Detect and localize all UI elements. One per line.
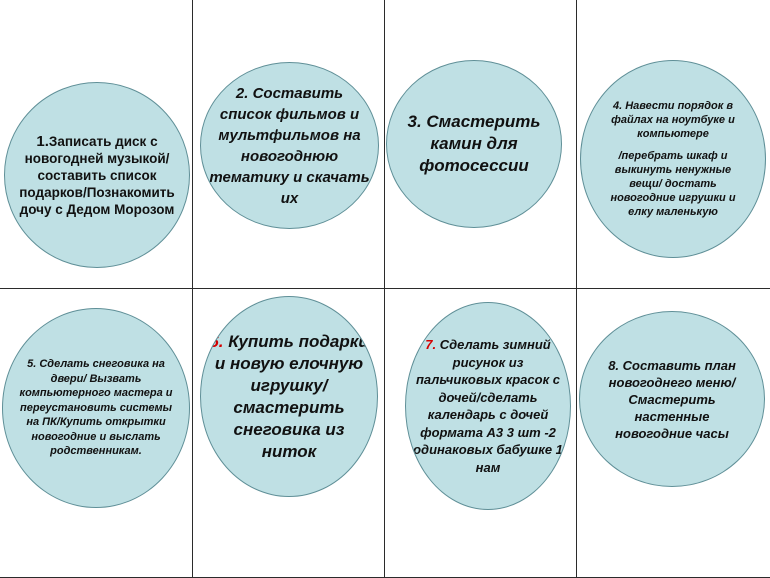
cell-2 [193,0,385,289]
task-circle-4 [580,60,766,258]
task-circle-6 [200,296,378,497]
task-body-8: Составить план новогоднего меню/ Смастерить настенные новогодние часы [608,357,736,441]
task-number-3: 3. [407,112,422,131]
task-number-6: 6. [209,331,224,351]
task-body-2: Составить список фильмов и мультфильмов на новогоднюю тематику и скачать их [209,84,370,207]
task-body-1: Записать диск с новогодней музыкой/составить список подарков/Познакомить дочу с Дедом Морозом [19,133,175,217]
task-text-6 [205,331,373,463]
task-text-8 [600,357,744,442]
task-circle-7 [405,302,571,510]
cell-4 [577,0,770,289]
task-text-7 [410,336,566,476]
task-number-1: 1. [36,132,49,150]
task-circle-5 [2,308,190,508]
task-body-4-extra: /перебрать шкаф и выкинуть ненужные вещи/ достать новогодние игрушки и елку маленькую [610,150,736,218]
cell-1 [0,0,193,289]
task-text-1 [15,133,179,218]
task-circle-3 [386,60,562,228]
cell-3 [385,0,577,289]
task-body-4: Навести порядок в файлах на ноутбуке и компьютере [611,100,735,140]
task-text-2 [209,83,370,209]
task-number-7: 7. [425,337,437,352]
cell-8 [577,289,770,578]
task-number-4: 4. [612,100,623,112]
task-body-5: . Сделать снеговика на двери/ Вызвать компьютерного мастера и переустановить системы на ПК/Купить открытки новогодние и выслать родственникам. [19,358,173,458]
task-number-2: 2. [235,84,249,102]
cell-6 [193,289,385,578]
task-number-5: 5 [27,358,34,371]
task-text-4 [609,99,737,219]
task-number-8: 8. [608,357,620,373]
task-circle-2 [200,62,379,229]
cell-7 [385,289,577,578]
task-circle-1 [4,82,190,268]
task-text-5 [17,357,175,459]
task-body-7: Сделать зимний рисунок из пальчиковых красок с дочей/сделать календарь с дочей формата А3 3 шт -2 одинаковых бабушке 1 нам [413,337,563,475]
task-circle-8 [579,311,765,487]
task-body-6: Купить подарки и новую елочную игрушку/ смастерить снеговика из ниток [214,331,369,461]
cell-5 [0,289,193,578]
task-text-3 [399,111,549,177]
task-body-3: Смастерить камин для фотосессии [419,112,541,175]
